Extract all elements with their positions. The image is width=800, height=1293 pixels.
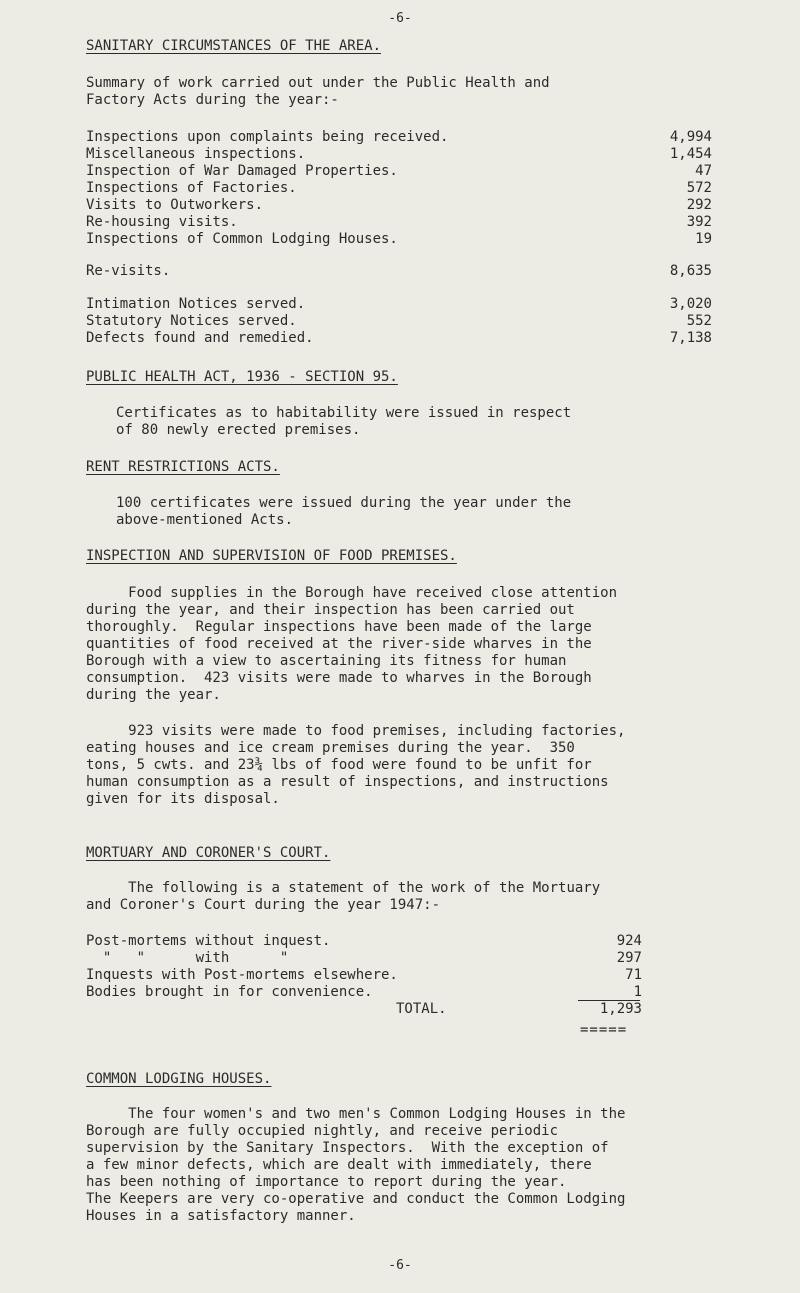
item-value: 3,020	[669, 296, 712, 312]
item-label: Intimation Notices served.	[86, 296, 306, 312]
lodging-text: The four women's and two men's Common Lodging Houses in the Borough are fully occupied nightly, and receive periodic supervision by the Sanitary Inspectors. With the exception of a few minor defects, which are dealt with immediately, there has been nothing of importance to report during the year. The Keepers are very co-operative and conduct the Common Lodging Houses in a satisfactory manner.	[86, 1106, 626, 1224]
list-item	[86, 313, 712, 330]
public-health-heading: PUBLIC HEALTH ACT, 1936 - SECTION 95.	[86, 369, 398, 385]
lodging-heading: COMMON LODGING HOUSES.	[86, 1071, 272, 1087]
item-label: Statutory Notices served.	[86, 313, 297, 329]
row-value: 1	[633, 984, 642, 1000]
item-value: 19	[695, 231, 712, 247]
row-value: 71	[625, 967, 642, 983]
public-health-text: Certificates as to habitability were issued in respect of 80 newly erected premises.	[116, 405, 572, 438]
table-row	[86, 967, 642, 984]
item-label: Inspections of Common Lodging Houses.	[86, 231, 398, 247]
sanitary-intro: Summary of work carried out under the Public Health and Factory Acts during the year:-	[86, 75, 550, 108]
row-label: Post-mortems without inquest.	[86, 933, 331, 949]
item-label: Inspections of Factories.	[86, 180, 297, 196]
table-row	[86, 933, 642, 950]
mortuary-heading: MORTUARY AND CORONER'S COURT.	[86, 845, 331, 861]
rent-heading: RENT RESTRICTIONS ACTS.	[86, 459, 280, 475]
row-value: 924	[616, 933, 642, 949]
item-value: 392	[686, 214, 712, 230]
item-label: Re-housing visits.	[86, 214, 238, 230]
row-label: " " with "	[86, 950, 289, 966]
item-value: 47	[695, 163, 712, 179]
item-label: Inspection of War Damaged Properties.	[86, 163, 398, 179]
item-label: Miscellaneous inspections.	[86, 146, 306, 162]
list-item	[86, 197, 712, 214]
list-item	[86, 129, 712, 146]
list-item	[86, 214, 712, 231]
double-rule: =====	[580, 1022, 628, 1038]
list-item	[86, 146, 712, 163]
row-label: Bodies brought in for convenience.	[86, 984, 373, 1000]
table-row	[86, 984, 642, 1001]
item-value: 7,138	[669, 330, 712, 346]
page-number-bottom: -6-	[388, 1258, 412, 1273]
list-item	[86, 231, 712, 248]
item-value: 292	[686, 197, 712, 213]
table-row	[86, 950, 642, 967]
mortuary-intro: The following is a statement of the work of the Mortuary and Coroner's Court during the year 1947:-	[86, 880, 601, 913]
row-value: 297	[616, 950, 642, 966]
rent-text: 100 certificates were issued during the year under the above-mentioned Acts.	[116, 495, 572, 528]
list-item	[86, 163, 712, 180]
item-value: 552	[686, 313, 712, 329]
total-label: TOTAL.	[396, 1001, 447, 1017]
page-number-top: -6-	[388, 11, 412, 26]
item-label: Defects found and remedied.	[86, 330, 314, 346]
item-value: 8,635	[669, 263, 712, 279]
food-paragraph-2: 923 visits were made to food premises, including factories, eating houses and ice cream premises during the year. 350 tons, 5 cwts. and 23¾ lbs of food were found to be unfit for human consumption as a result of inspections, and instructions given for its disposal.	[86, 723, 626, 807]
row-label: Inquests with Post-mortems elsewhere.	[86, 967, 398, 983]
sanitary-heading: SANITARY CIRCUMSTANCES OF THE AREA.	[86, 38, 382, 54]
item-value: 1,454	[669, 146, 712, 162]
list-item	[86, 180, 712, 197]
item-label: Visits to Outworkers.	[86, 197, 264, 213]
item-value: 572	[686, 180, 712, 196]
total-value: 1,293	[599, 1001, 642, 1017]
list-item	[86, 330, 712, 347]
total-row	[86, 1001, 642, 1018]
item-label: Inspections upon complaints being received.	[86, 129, 449, 145]
food-paragraph-1: Food supplies in the Borough have received close attention during the year, and their inspection has been carried out thoroughly. Regular inspections have been made of the large quantities of food received at the river-side wharves in the Borough with a view to ascertaining its fitness for human consumption. 423 visits were made to wharves in the Borough during the year.	[86, 585, 618, 703]
item-value: 4,994	[669, 129, 712, 145]
list-item	[86, 263, 712, 280]
item-label: Re-visits.	[86, 263, 171, 279]
list-item	[86, 296, 712, 313]
food-heading: INSPECTION AND SUPERVISION OF FOOD PREMISES.	[86, 548, 457, 564]
